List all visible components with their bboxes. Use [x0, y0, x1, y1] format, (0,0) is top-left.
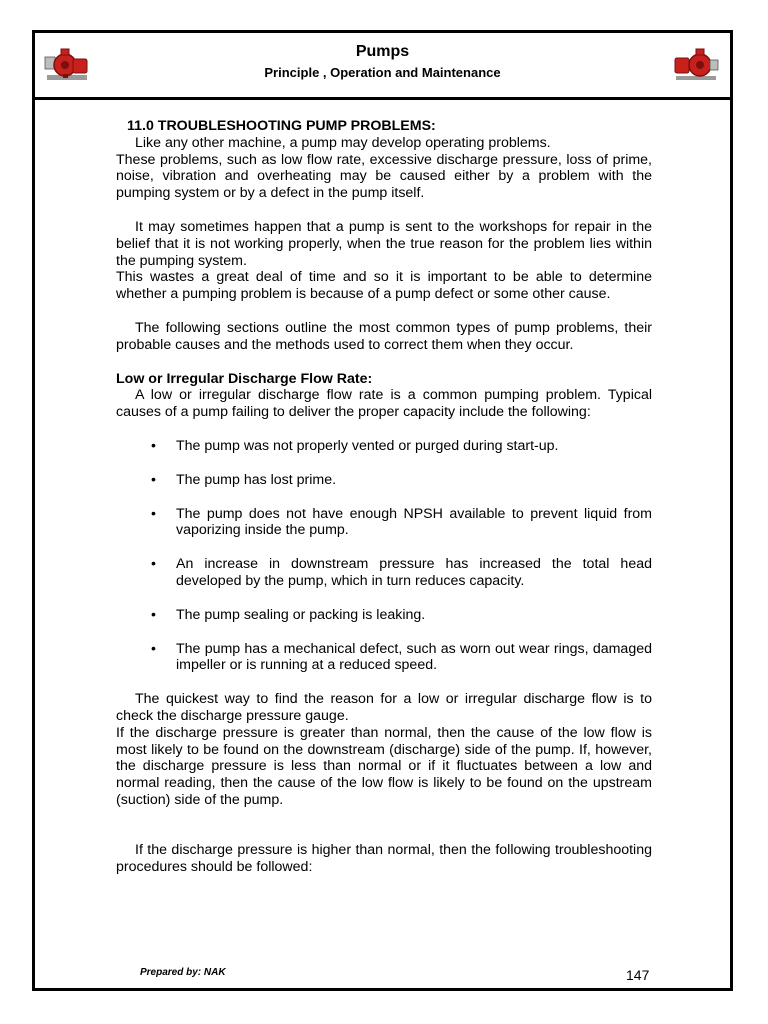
list-item: • An increase in downstream pressure has increased the total head developed by the pump, which in turn reduces capacity.	[116, 556, 652, 590]
page-body	[116, 118, 652, 875]
page-subtitle: Principle , Operation and Maintenance	[264, 65, 501, 80]
paragraph: If the discharge pressure is greater than normal, then the cause of the low flow is most likely to be found on the downstream (discharge) side of the pump. If, however, the discharge pressure is less than normal or if it fluctuates between a low and normal reading, then the cause of the low flow is likely to be found on the upstream (suction) side of the pump.	[116, 724, 652, 808]
paragraph: This wastes a great deal of time and so it is important to be able to determine whether a pumping problem is because of a pump defect or some other cause.	[116, 269, 652, 303]
list-item: • The pump has lost prime.	[116, 472, 652, 489]
list-item: • The pump has a mechanical defect, such as worn out wear rings, damaged impeller or is running at a reduced speed.	[116, 641, 652, 675]
page-header	[35, 33, 730, 100]
list-item: • The pump was not properly vented or purged during start-up.	[116, 438, 652, 455]
page-title: Pumps	[355, 43, 410, 60]
paragraph: It may sometimes happen that a pump is sent to the workshops for repair in the belief that it is not working properly, when the true reason for the problem lies within the pumping system.	[116, 218, 652, 269]
list-item: • The pump does not have enough NPSH available to prevent liquid from vaporizing inside the pump.	[116, 506, 652, 540]
cause-list	[116, 438, 652, 674]
paragraph: Like any other machine, a pump may develop operating problems.	[135, 134, 551, 151]
page-number: 147	[626, 967, 650, 983]
subheading: Low or Irregular Discharge Flow Rate:	[116, 370, 373, 387]
section-heading: 11.0 TROUBLESHOOTING PUMP PROBLEMS:	[127, 118, 436, 134]
paragraph: These problems, such as low flow rate, excessive discharge pressure, loss of prime, noise, vibration and overheating may be caused either by a problem with the pumping system or by a defect in the pump itself.	[116, 151, 652, 202]
paragraph: The following sections outline the most common types of pump problems, their probable causes and the methods used to correct them when they occur.	[116, 319, 652, 353]
prepared-by: Prepared by: NAK	[140, 967, 226, 978]
paragraph: The quickest way to find the reason for a low or irregular discharge flow is to check the discharge pressure gauge.	[116, 691, 652, 724]
pump-image-icon	[672, 45, 720, 85]
list-item: • The pump sealing or packing is leaking.	[116, 607, 652, 624]
paragraph: A low or irregular discharge flow rate is a common pumping problem. Typical causes of a pump failing to deliver the proper capacity include the following:	[116, 387, 652, 421]
paragraph: If the discharge pressure is higher than normal, then the following troubleshooting procedures should be followed:	[116, 841, 652, 875]
